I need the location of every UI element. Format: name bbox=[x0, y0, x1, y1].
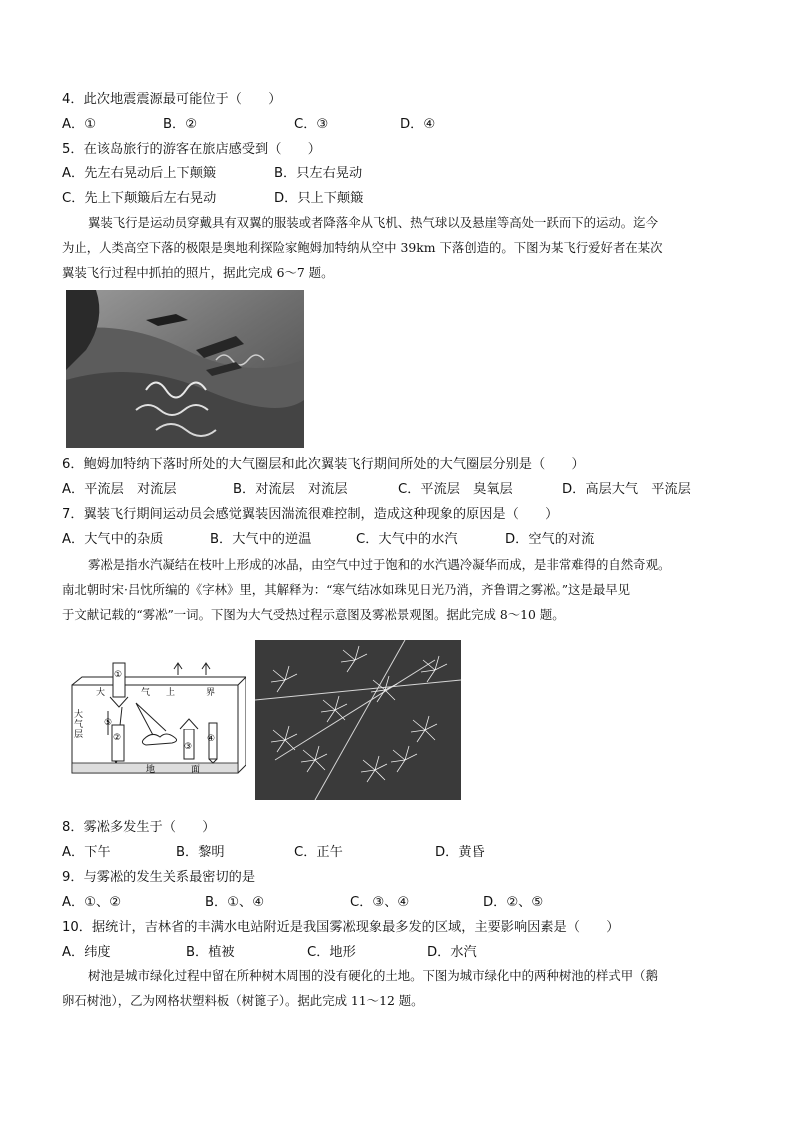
q4-option-b: B．② bbox=[163, 117, 198, 132]
q8-option-a: A．下午 bbox=[62, 845, 111, 860]
q6-option-d: D．高层大气 平流层 bbox=[562, 482, 691, 497]
marker-2: ② bbox=[113, 733, 122, 743]
q7-option-c: C．大气中的水汽 bbox=[356, 532, 458, 547]
q4-option-a: A．① bbox=[62, 117, 97, 132]
top-label: 气 bbox=[141, 688, 151, 698]
passage-rime bbox=[62, 552, 732, 627]
passage-wingsuit bbox=[62, 210, 732, 285]
q9-option-b: B．①、④ bbox=[205, 895, 265, 910]
q6-option-b: B．对流层 对流层 bbox=[233, 482, 348, 497]
q10-option-c: C．地形 bbox=[307, 945, 356, 960]
top-label: 大 bbox=[96, 688, 106, 698]
passage-line: 翼装飞行是运动员穿戴具有双翼的服装或者降落伞从飞机、热气球以及悬崖等高处一跃而下的运动。迄今 bbox=[88, 215, 658, 230]
q4-option-c: C．③ bbox=[294, 117, 329, 132]
passage-line: 于文献记载的“雾凇”一词。下图为大气受热过程示意图及雾凇景观图。据此完成 8～10 题。 bbox=[62, 607, 565, 622]
passage-tree-pit bbox=[62, 963, 732, 1013]
passage-line: 翼装飞行过程中抓拍的照片，据此完成 6～7 题。 bbox=[62, 265, 334, 280]
q10-option-d: D．水汽 bbox=[427, 945, 477, 960]
q8-option-b: B．黎明 bbox=[176, 845, 225, 860]
passage-line: 卵石树池），乙为网格状塑料板（树篦子）。据此完成 11～12 题。 bbox=[62, 993, 424, 1008]
q7-stem: 7．翼装飞行期间运动员会感觉翼装因湍流很难控制，造成这种现象的原因是（ ） bbox=[62, 507, 559, 522]
q7-option-d: D．空气的对流 bbox=[505, 532, 595, 547]
q8-option-d: D．黄昏 bbox=[435, 845, 485, 860]
q9-option-c: C．③、④ bbox=[350, 895, 410, 910]
q5-option-b: B．只左右晃动 bbox=[274, 166, 363, 181]
q4-stem: 4．此次地震震源最可能位于（ ） bbox=[62, 92, 282, 107]
rime-photo bbox=[255, 640, 461, 800]
q10-option-b: B．植被 bbox=[186, 945, 235, 960]
passage-line: 树池是城市绿化过程中留在所种树木周围的没有硬化的土地。下图为城市绿化中的两种树池的样式甲（鹅 bbox=[88, 968, 658, 983]
ground-label: 地 bbox=[146, 765, 156, 775]
marker-3: ③ bbox=[184, 742, 193, 752]
q4-option-d: D．④ bbox=[400, 117, 436, 132]
side-label: 大 bbox=[74, 710, 84, 720]
wingsuit-photo bbox=[66, 290, 304, 448]
q5-option-d: D．只上下颠簸 bbox=[274, 191, 364, 206]
q8-option-c: C．正午 bbox=[294, 845, 343, 860]
q10-stem: 10．据统计，吉林省的丰满水电站附近是我国雾凇现象最多发的区域，主要影响因素是（ ） bbox=[62, 920, 620, 935]
marker-4: ④ bbox=[207, 734, 216, 744]
ground-label: 面 bbox=[191, 765, 201, 775]
q9-option-d: D．②、⑤ bbox=[483, 895, 544, 910]
q6-stem: 6．鲍姆加特纳下落时所处的大气圈层和此次翼装飞行期间所处的大气圈层分别是（ ） bbox=[62, 457, 585, 472]
top-label: 界 bbox=[206, 688, 216, 698]
passage-line: 南北朝时宋·吕忱所编的《字林》里，其解释为：“寒气结冰如珠见日光乃消，齐鲁谓之雾凇。”这是最早见 bbox=[62, 582, 630, 597]
side-label: 气 bbox=[74, 720, 84, 730]
passage-line: 为止，人类高空下落的极限是奥地利探险家鲍姆加特纳从空中 39km 下落创造的。下图为某飞行爱好者在某次 bbox=[62, 240, 663, 255]
q6-option-c: C．平流层 臭氧层 bbox=[398, 482, 513, 497]
q9-option-a: A．①、② bbox=[62, 895, 122, 910]
q5-stem: 5．在该岛旅行的游客在旅店感受到（ ） bbox=[62, 142, 321, 157]
marker-1: ① bbox=[114, 670, 123, 680]
q6-option-a: A．平流层 对流层 bbox=[62, 482, 177, 497]
q9-stem: 9．与雾凇的发生关系最密切的是 bbox=[62, 870, 256, 885]
atmosphere-heating-diagram bbox=[66, 655, 246, 785]
q10-option-a: A．纬度 bbox=[62, 945, 111, 960]
q8-stem: 8．雾凇多发生于（ ） bbox=[62, 820, 216, 835]
marker-5: ⑤ bbox=[104, 718, 113, 728]
top-label: 上 bbox=[166, 688, 176, 698]
q7-option-b: B．大气中的逆温 bbox=[210, 532, 312, 547]
passage-line: 雾凇是指水汽凝结在枝叶上形成的冰晶，由空气中过于饱和的水汽遇冷凝华而成，是非常难得的自然奇观。 bbox=[88, 557, 671, 572]
q5-option-c: C．先上下颠簸后左右晃动 bbox=[62, 191, 217, 206]
q7-option-a: A．大气中的杂质 bbox=[62, 532, 164, 547]
q5-option-a: A．先左右晃动后上下颠簸 bbox=[62, 166, 217, 181]
side-label: 层 bbox=[74, 730, 84, 740]
